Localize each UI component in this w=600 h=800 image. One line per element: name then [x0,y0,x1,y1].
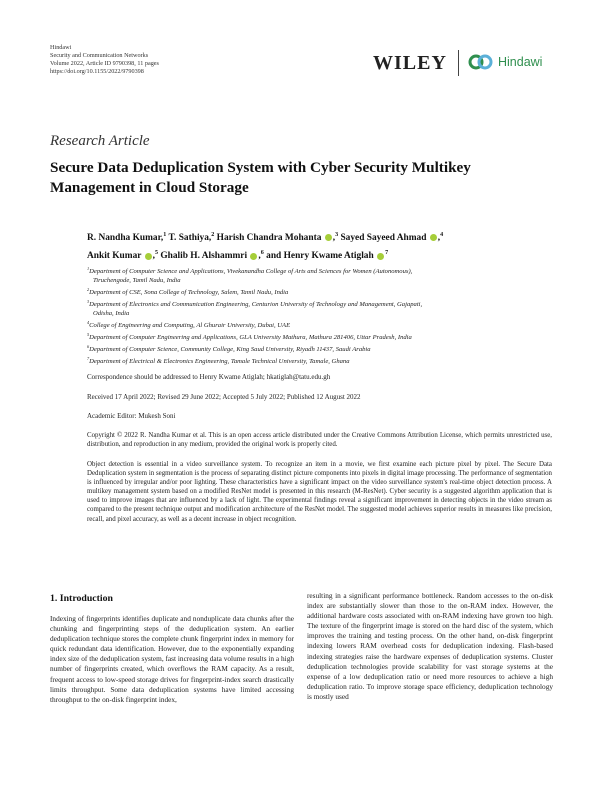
copyright-notice: Copyright © 2022 R. Nandha Kumar et al. This is an open access article distributed under the Creative Commons Attribution License, which permits unrestricted use, distribution, and reproduction in any medium, provided the original work is properly cited. [87,432,552,449]
orcid-icon[interactable] [325,234,332,241]
affil-marker: 7 [385,250,389,257]
academic-editor: Academic Editor: Mukesh Soni [87,412,176,420]
affiliation-item: $^7$Department of Electrical & Electronics Engineering, Tamale Technical University, Tamale, Ghana [87,355,350,365]
author-name: and Henry Kwame Atiglah [263,251,374,262]
affil-marker: 4 [440,232,444,238]
journal-name: Security and Communication Networks [50,52,149,59]
journal-header [50,44,159,76]
author-name: Harish Chandra Mohanta [214,233,322,244]
affiliation-list [87,265,572,366]
wiley-logo: WILEY [373,52,447,74]
orcid-icon[interactable] [377,253,384,260]
author-name: T. Sathiya, [166,233,212,244]
doi-link[interactable]: https://doi.org/10.1155/2022/9790398 [50,68,144,75]
affiliation-item: $^6$Department of Computer Science, Community College, King Saud University, Riyadh 11437, Saudi Arabia [87,343,371,353]
title-line-2: Management in Cloud Storage [50,179,249,196]
orcid-icon[interactable] [250,253,257,260]
author-list: R. Nandha Kumar,$^1$ T. Sathiya,$^2$ Harish Chandra Mohanta ,$^3$ Sayed Sayeed Ahmad ,$^4$ Ankit Kumar ,$^5$ Ghalib H. Alshammri ,$^6$ and Henry Kwame Atiglah $^7$ [87,232,444,262]
affiliation-item: $^2$Department of CSE, Sona College of Technology, Salem, Tamil Nadu, India [87,286,289,296]
hindawi-logo-text: Hindawi [498,55,543,69]
affiliation-item: $^1$Department of Computer Science and Applications, Vivekanandha College of Arts and Sciences for Women (Autonomous), Tiruchengode, Tamil Nadu, India [87,266,413,284]
intro-left-column: Indexing of fingerprints identifies duplicate and nonduplicate data chunks after the chunking and fingerprinting steps of the deduplication system. An earlier deduplication technique stores the complete chunk fingerprint index in memory for quick redundant data identification. However, due to the exponentially expanding index size of the deduplication system, fast increasing data volume results in a high number of fingerprints created, which overflows the RAM capacity. As a result, frequent access to low-speed storage drives for fingerprint-index search drastically limits throughput. Some data deduplication systems have limited accessing throughput to the on-disk fingerprint index, [50,614,294,704]
abstract-text: Object detection is essential in a video surveillance system. To recognize an item in a movie, we first examine each picture pixel by pixel. The Secure Data Deduplication system in segmentation is the process of separating distinct picture components into pixels in digital image processing. The performance of segmentation is influenced by irregular and/or poor lighting. These characteristics have a significant impact on the video surveillance system's real-time object detection process. A multikey management system based on a modified ResNet model is presented in this research (M-ResNet). Cyber security is a suggested algorithm application that is used to improve images that are influenced by a lack of light. The experimental findings reveal a significant improvement in detecting objects in the video stream as compared to the present technique output and modification architecture of the ResNet model. The suggested model achieves superior results in measures like precision, recall, and pixel accuracy, as well as a decent increase in object recognition. [87,461,552,523]
intro-right-column: resulting in a significant performance bottleneck. Random accesses to the on-disk index are substantially slower than those to the on-RAM index. However, the additional hardware costs associated with on-RAM indexing have grown too high. The texture of the fingerprint image is stored on the hard disc of the system, which improves the training and testing process. On the other hand, on-disk fingerprint indexing lowers RAM overhead costs for deduplication indexing. Flash-based indexing strategies raise the hardware expenses of deduplication systems. Cluster deduplication technologies provide scalability for vast storage systems at the expense of a low deduplication ratio or need more resources to achieve a high deduplication ratio. To improve storage space efficiency, deduplication technology is mostly used [307,591,553,701]
affil-marker: 1 [163,232,167,238]
author-name: Ghalib H. Alshammri [158,251,248,262]
orcid-icon[interactable] [145,253,152,260]
author-name: R. Nandha Kumar, [87,233,164,244]
author-name: Ankit Kumar [87,251,142,262]
affiliation-item: $^4$College of Engineering and Computing, Al Ghurair University, Dubai, UAE [87,319,291,329]
affiliation-item: $^5$Department of Computer Engineering and Applications, GLA University Mathura, Mathura 281406, Uttar Pradesh, India [87,331,412,341]
publisher-name: Hindawi [50,44,72,51]
author-name: Sayed Sayeed Ahmad [338,233,427,244]
paper-title [50,158,570,198]
volume-line: Volume 2022, Article ID 9790398, 11 pages [50,60,159,67]
affil-marker: 2 [211,232,215,238]
logo-divider [458,50,459,76]
hindawi-logo-mark [468,53,494,76]
orcid-icon[interactable] [430,234,437,241]
correspondence: Correspondence should be addressed to Henry Kwame Atiglah; hkatiglah@tatu.edu.gh [87,373,331,381]
affil-marker: 6 [260,250,264,257]
affil-marker: 3 [335,232,339,238]
title-line-1: Secure Data Deduplication System with Cyber Security Multikey [50,159,471,176]
affiliation-item: $^3$Department of Electronics and Communication Engineering, Centurion University of Technology and Management, Gajapati, Odisha, India [87,298,423,317]
affil-marker: 5 [154,250,158,257]
publication-dates: Received 17 April 2022; Revised 29 June 2022; Accepted 5 July 2022; Published 12 August 2022 [87,393,361,401]
article-type: Research Article [50,133,150,149]
section-heading: 1. Introduction [50,593,113,604]
